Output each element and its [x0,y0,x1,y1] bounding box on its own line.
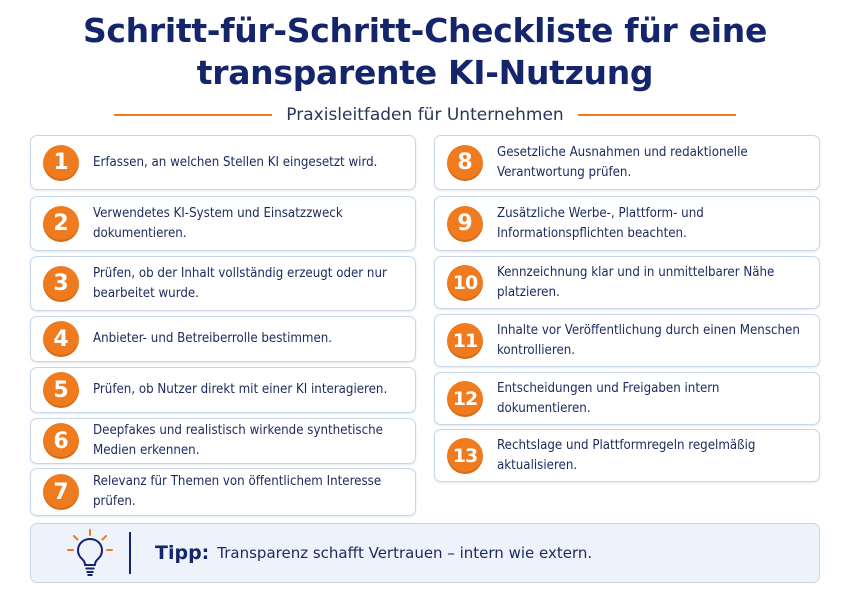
checklist-item-13 [434,429,820,482]
step-number-badge: 13 [447,438,483,474]
checklist-item-4 [30,316,416,362]
lightbulb-icon [61,528,119,578]
step-text: Entscheidungen und Freigaben intern dokumentieren. [497,380,720,416]
step-number-badge: 6 [43,423,79,459]
checklist-item-5 [30,367,416,413]
step-text: Kennzeichnung klar und in unmittelbarer Nähe platzieren. [497,264,775,300]
tip-text: Transparenz schafft Vertrauen – intern wie extern. [217,544,593,562]
step-text: Deepfakes und realistisch wirkende synthetische Medien erkennen. [93,423,383,458]
step-text: Relevanz für Themen von öffentlichem Interesse prüfen. [93,474,382,509]
step-number-badge: 10 [447,265,483,301]
checklist-item-2 [30,196,416,251]
checklist-item-11 [434,314,820,367]
checklist-item-12 [434,372,820,425]
tip-divider [129,532,131,574]
checklist-item-10 [434,256,820,309]
step-text: Prüfen, ob Nutzer direkt mit einer KI interagieren. [93,382,388,397]
step-text: Zusätzliche Werbe-, Plattform- und Informationspflichten beachten. [497,205,704,241]
title-line-2: transparente KI-Nutzung [196,53,654,92]
title-line-1: Schritt-für-Schritt-Checkliste für eine [82,11,768,50]
step-text: Rechtslage und Plattformregeln regelmäßig aktualisieren. [497,437,756,473]
step-text: Inhalte vor Veröffentlichung durch einen Menschen kontrollieren. [497,322,800,358]
checklist-item-6 [30,418,416,464]
step-number-badge: 1 [43,145,79,181]
step-text: Prüfen, ob der Inhalt vollständig erzeugt oder nur bearbeitet wurde. [93,265,387,301]
step-text: Gesetzliche Ausnahmen und redaktionelle Verantwortung prüfen. [497,144,748,180]
step-number-badge: 9 [447,206,483,242]
step-number-badge: 8 [447,145,483,181]
step-number-badge: 12 [447,381,483,417]
step-number-badge: 5 [43,372,79,408]
step-text: Verwendetes KI-System und Einsatzzweck dokumentieren. [93,205,343,241]
subtitle-divider-left [114,114,272,116]
checklist-item-1 [30,135,416,190]
checklist-item-8 [434,135,820,190]
step-number-badge: 4 [43,321,79,357]
checklist-item-9 [434,196,820,251]
step-text: Anbieter- und Betreiberrolle bestimmen. [93,331,333,346]
tip-box [30,523,820,583]
checklist-item-7 [30,468,416,516]
step-number-badge: 7 [43,474,79,510]
page-title [0,10,850,94]
page-subtitle: Praxisleitfaden für Unternehmen [286,105,564,125]
subtitle-row [0,104,850,126]
step-text: Erfassen, an welchen Stellen KI eingesetzt wird. [93,154,378,170]
subtitle-divider-right [578,114,736,116]
tip-label: Tipp: [155,542,210,564]
step-number-badge: 2 [43,206,79,242]
checklist-item-3 [30,256,416,311]
step-number-badge: 3 [43,266,79,302]
step-number-badge: 11 [447,323,483,359]
